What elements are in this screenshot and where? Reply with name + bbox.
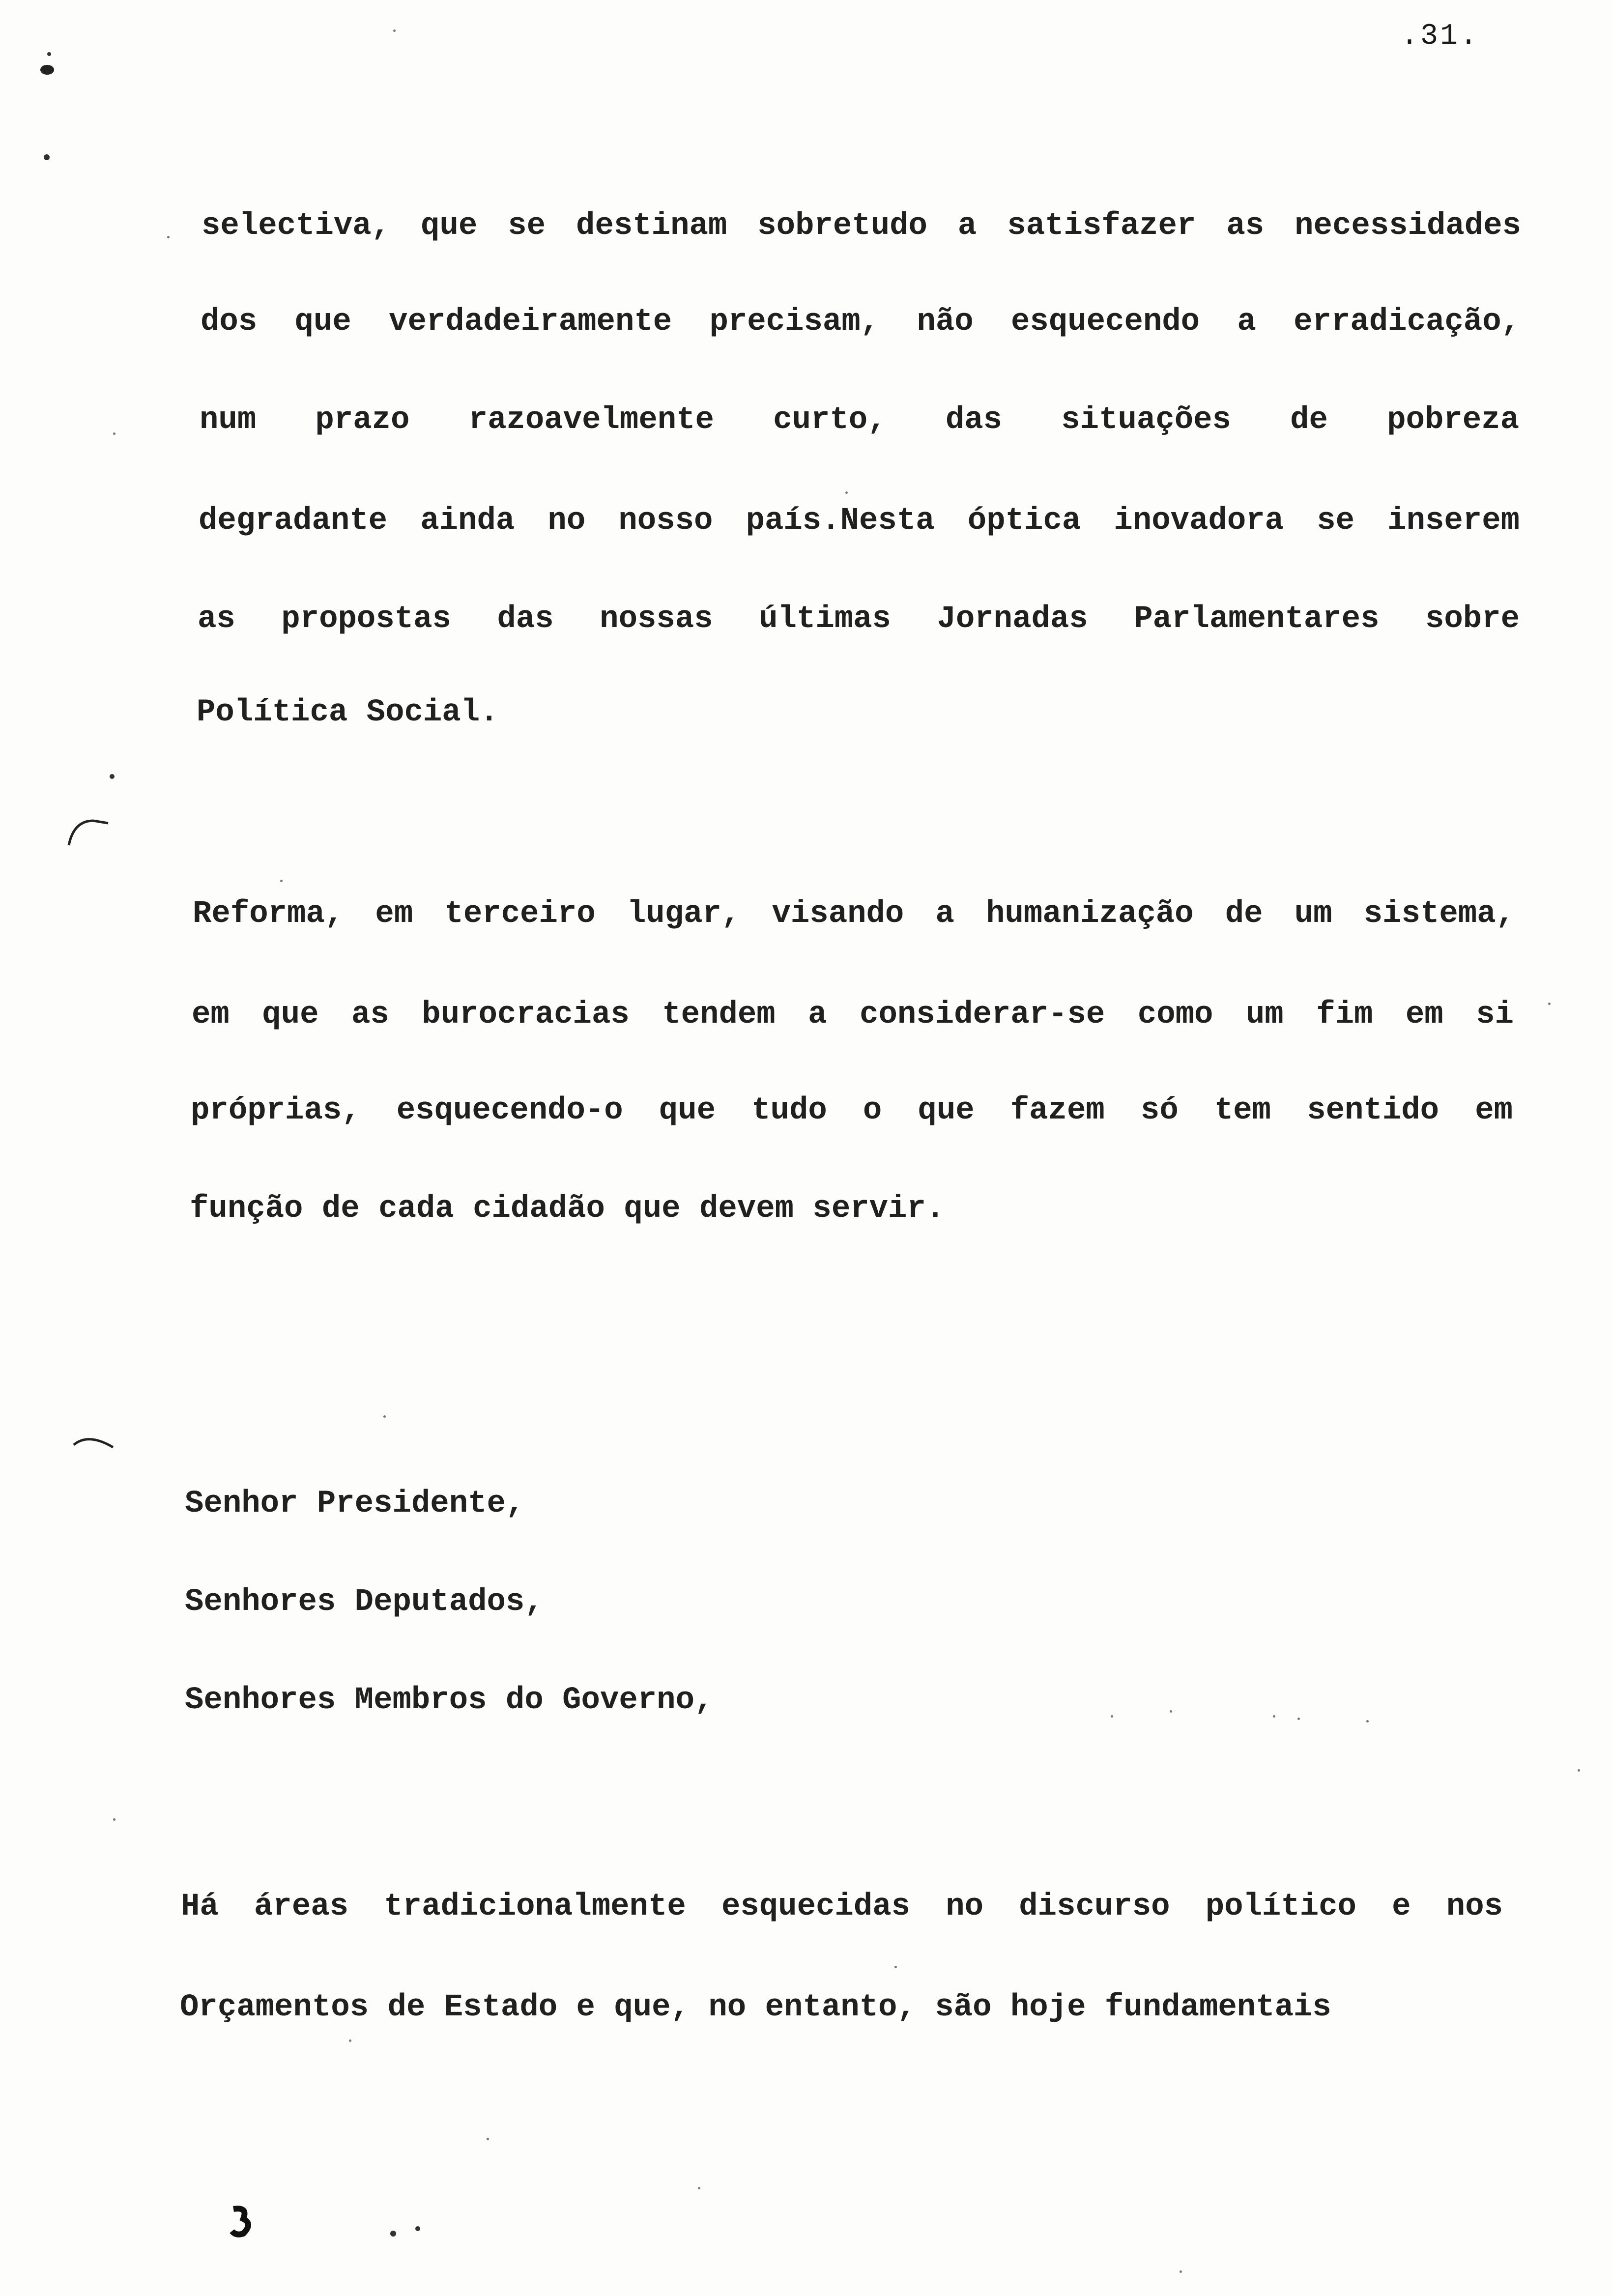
speck [113,432,115,435]
speck [698,2187,700,2189]
speck [280,880,283,882]
speck [1548,1003,1551,1005]
scan-mark-icon [103,767,123,786]
speck [894,1966,897,1968]
margin-tick-icon [64,811,118,850]
margin-tick-icon [69,1430,123,1464]
speck [1297,1718,1300,1720]
paragraph-line: selectiva, que se destinam sobretudo a satisfazer as necessidades [202,208,1521,244]
paragraph-line: Política Social. [197,695,499,730]
paragraph-line: as propostas das nossas últimas Jornadas Parlamentares sobre [198,602,1520,637]
paragraph-line: degradante ainda no nosso país.Nesta óptica inovadora se inserem [199,503,1520,539]
speck [1578,1769,1580,1772]
speck [1366,1720,1369,1722]
salutation-line: Senhor Presidente, [185,1486,525,1521]
speck [1273,1715,1275,1718]
speck [167,236,170,238]
speck [383,1415,386,1418]
speck [393,29,396,32]
speck [487,2138,489,2140]
paragraph-line: em que as burocracias tendem a considerar-se como um fim em si [192,997,1514,1033]
paragraph-line: próprias, esquecendo-o que tudo o que fazem só tem sentido em [191,1093,1513,1128]
paragraph-line: função de cada cidadão que devem servir. [190,1191,945,1227]
speck [113,1818,115,1821]
salutation-line: Senhores Membros do Governo, [185,1683,714,1718]
scan-mark-icon [383,2221,428,2241]
scan-mark-icon [34,44,64,93]
scan-mark-icon [39,147,59,167]
paragraph-line: Há áreas tradicionalmente esquecidas no discurso político e nos [181,1889,1503,1924]
salutation-line: Senhores Deputados, [185,1584,544,1620]
paragraph-line: num prazo razoavelmente curto, das situações de pobreza [200,402,1519,438]
speck [1180,2270,1182,2273]
page-number: .31. [1400,20,1479,53]
paragraph-line: dos que verdadeiramente precisam, não esquecendo a erradicação, [201,304,1520,340]
speck [845,491,848,494]
speck [1170,1710,1172,1713]
speck [1111,1715,1113,1718]
speck [349,2039,351,2042]
paragraph-line: Reforma, em terceiro lugar, visando a humanização de um sistema, [193,896,1515,932]
scan-mark-icon [226,2202,256,2241]
paragraph-line: Orçamentos de Estado e que, no entanto, são hoje fundamentais [180,1990,1331,2025]
